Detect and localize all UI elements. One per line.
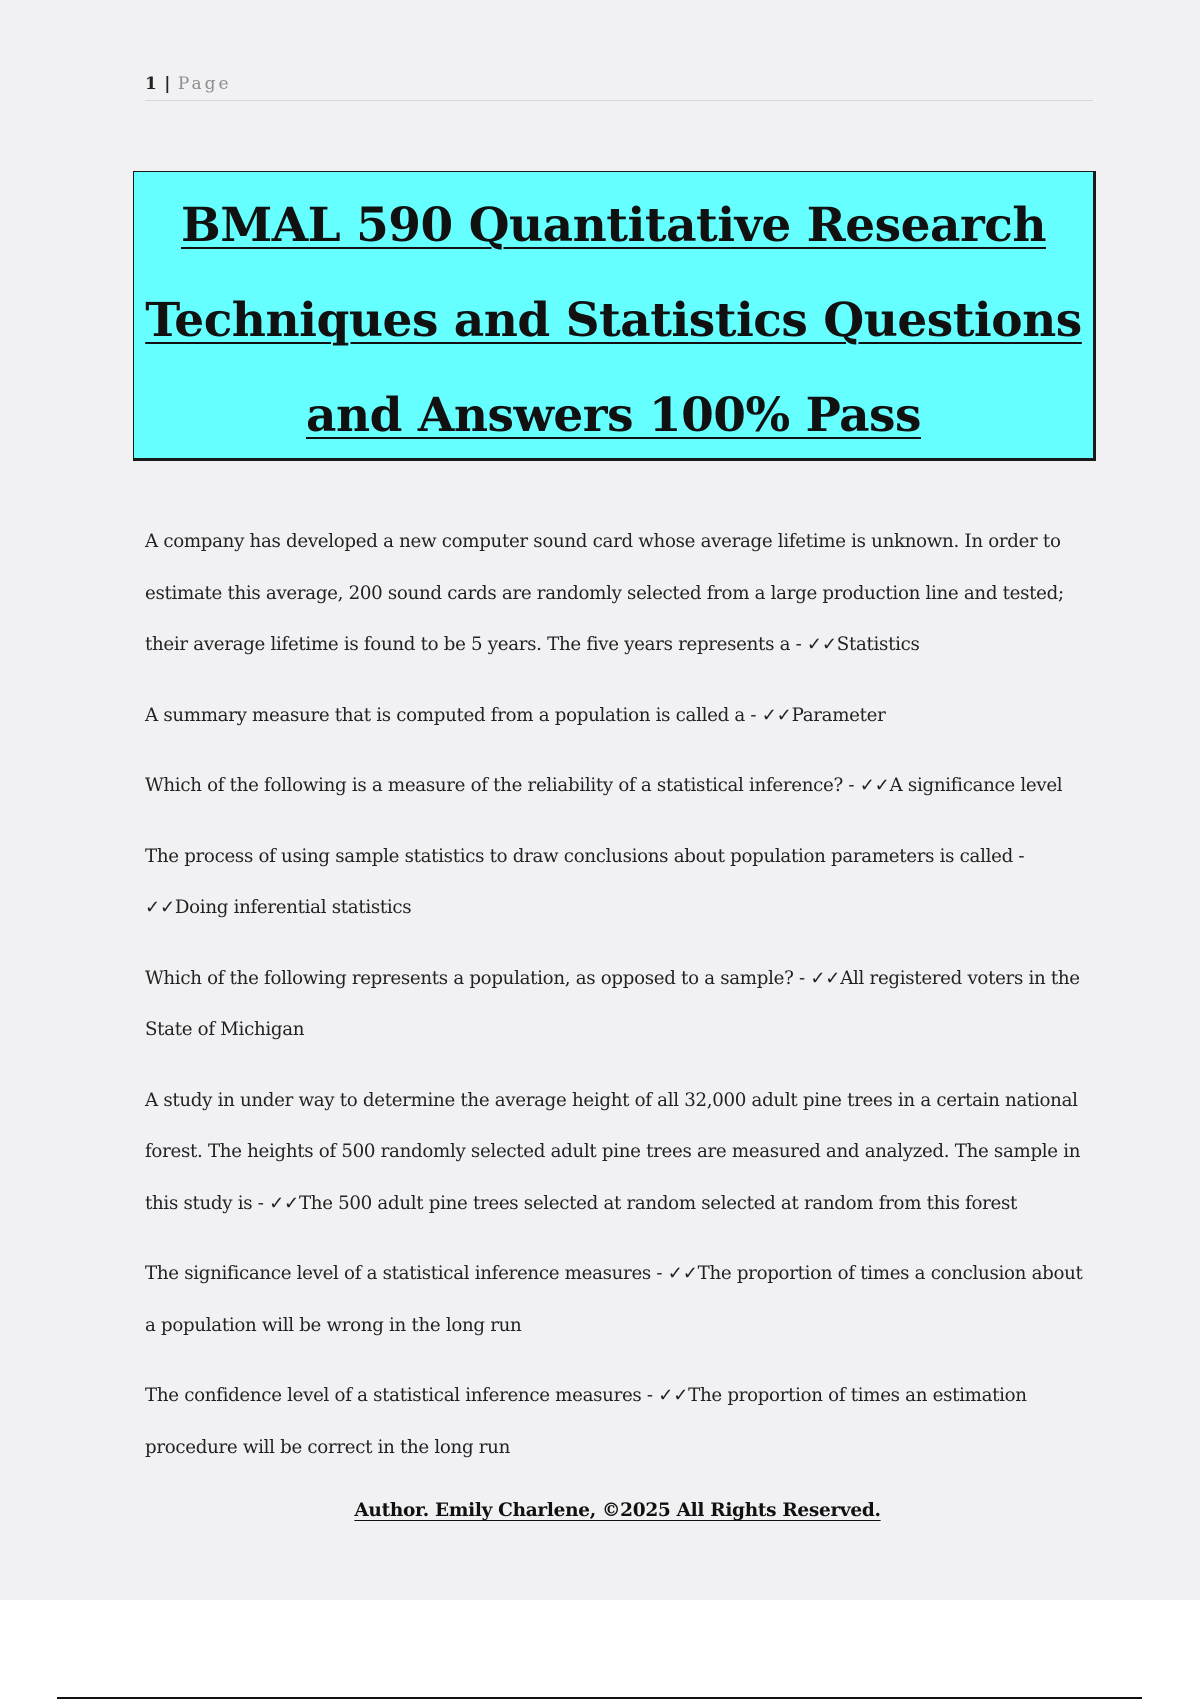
author-footer: Author. Emily Charlene, ©2025 All Rights Reserved. — [354, 1500, 881, 1521]
title-box — [133, 171, 1096, 461]
qa-item: Which of the following represents a population, as opposed to a sample? - ✓✓All registered voters in the State of Michigan — [145, 967, 1080, 1040]
page-header — [145, 72, 1093, 101]
title-line-2: Techniques and Statistics Questions — [145, 293, 1082, 348]
qa-item: The process of using sample statistics to draw conclusions about population parameters is called - ✓✓Doing inferential statistics — [145, 845, 1025, 918]
page-number: 1 — [145, 74, 157, 94]
qa-item: Which of the following is a measure of the reliability of a statistical inference? - ✓✓A significance level — [145, 775, 1063, 796]
title-line-3: and Answers 100% Pass — [306, 388, 921, 443]
page-separator: | — [164, 74, 171, 94]
qa-item: A study in under way to determine the average height of all 32,000 adult pine trees in a certain national forest. The heights of 500 randomly selected adult pine trees are measured and analyzed. The sample in this study is - ✓✓The 500 adult pine trees selected at random selected at random from this forest — [145, 1089, 1081, 1214]
qa-item: A company has developed a new computer sound card whose average lifetime is unknown. In order to estimate this average, 200 sound cards are randomly selected from a large production line and tested; their average lifetime is found to be 5 years. The five years represents a - ✓✓Statistics — [145, 531, 1064, 655]
bottom-divider — [57, 1697, 1142, 1699]
title-line-1: BMAL 590 Quantitative Research — [180, 198, 1047, 253]
qa-item: The confidence level of a statistical inference measures - ✓✓The proportion of times an estimation procedure will be correct in the long run — [145, 1385, 1027, 1458]
qa-list — [145, 516, 1095, 1492]
qa-item: The significance level of a statistical inference measures - ✓✓The proportion of times a conclusion about a population will be wrong in the long run — [145, 1263, 1083, 1336]
qa-item: A summary measure that is computed from a population is called a - ✓✓Parameter — [145, 704, 886, 726]
page-label: Page — [177, 74, 232, 94]
